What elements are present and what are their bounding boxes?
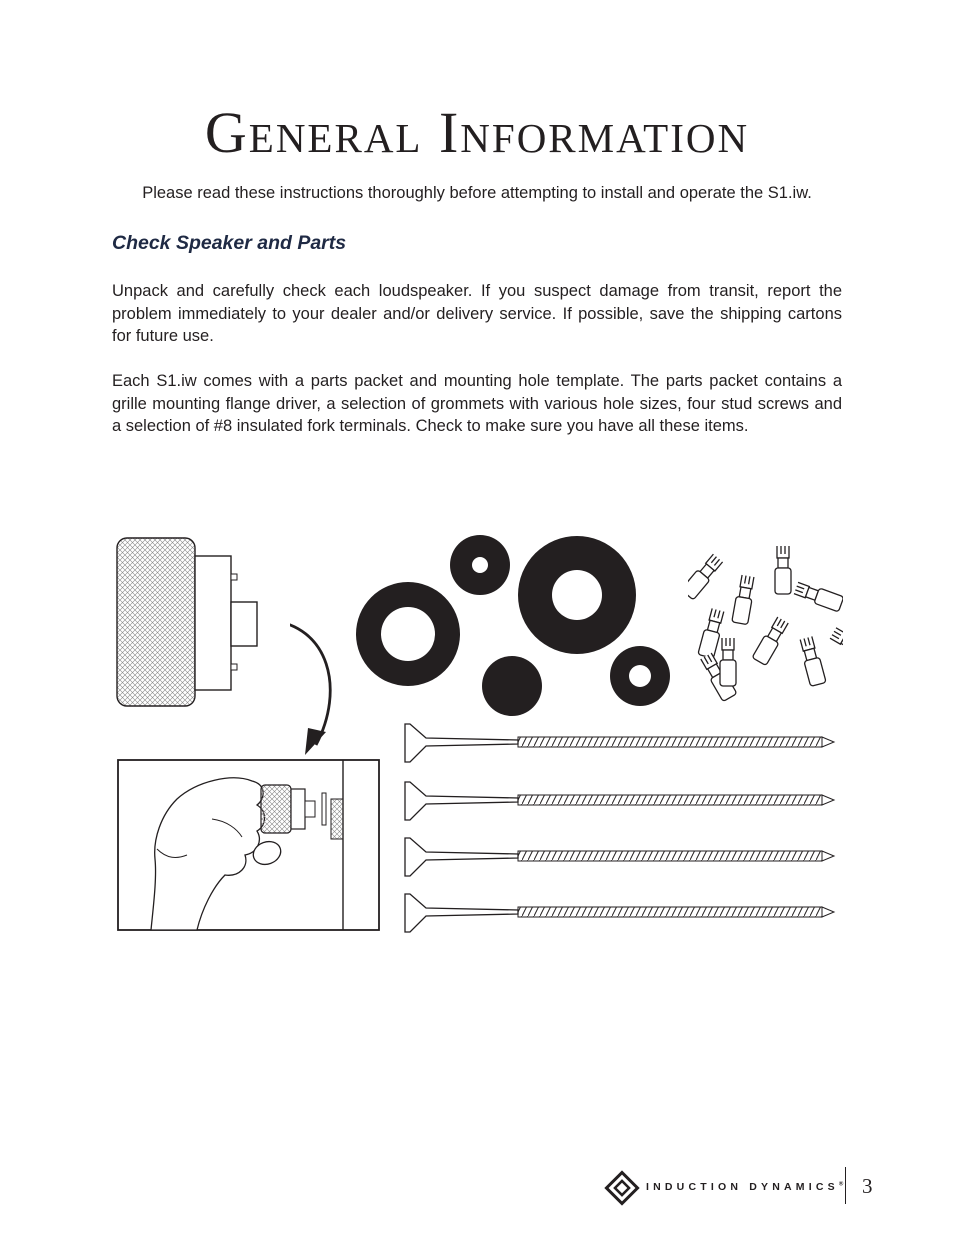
paragraph-parts-packet: Each S1.iw comes with a parts packet and mounting hole template. The parts packet contains a grille mounting flange driver, a selection of grommets with various hole sizes, four stud screws and a selection of #8 insulated fork terminals. Check to make sure you have all these items.	[112, 372, 842, 435]
fork-terminals-illustration	[688, 538, 843, 708]
section-heading: Check Speaker and Parts	[112, 232, 347, 254]
page-number: 3	[862, 1174, 873, 1198]
grommets-illustration	[355, 528, 675, 718]
page-title: General Information	[204, 100, 750, 165]
brand-name: INDUCTION DYNAMICS®	[646, 1181, 844, 1193]
footer-divider	[845, 1167, 846, 1204]
paragraph-unpack: Unpack and carefully check each loudspeaker. If you suspect damage from transit, report the problem immediately to your dealer and/or delivery service. If possible, save the shipping cartons for future use.	[112, 282, 842, 345]
stud-screws-illustration	[402, 722, 842, 940]
intro-text: Please read these instructions thoroughly before attempting to install and operate the S1.iw.	[142, 184, 812, 202]
hand-with-driver-illustration	[117, 759, 381, 932]
curved-arrow-icon	[290, 610, 350, 760]
